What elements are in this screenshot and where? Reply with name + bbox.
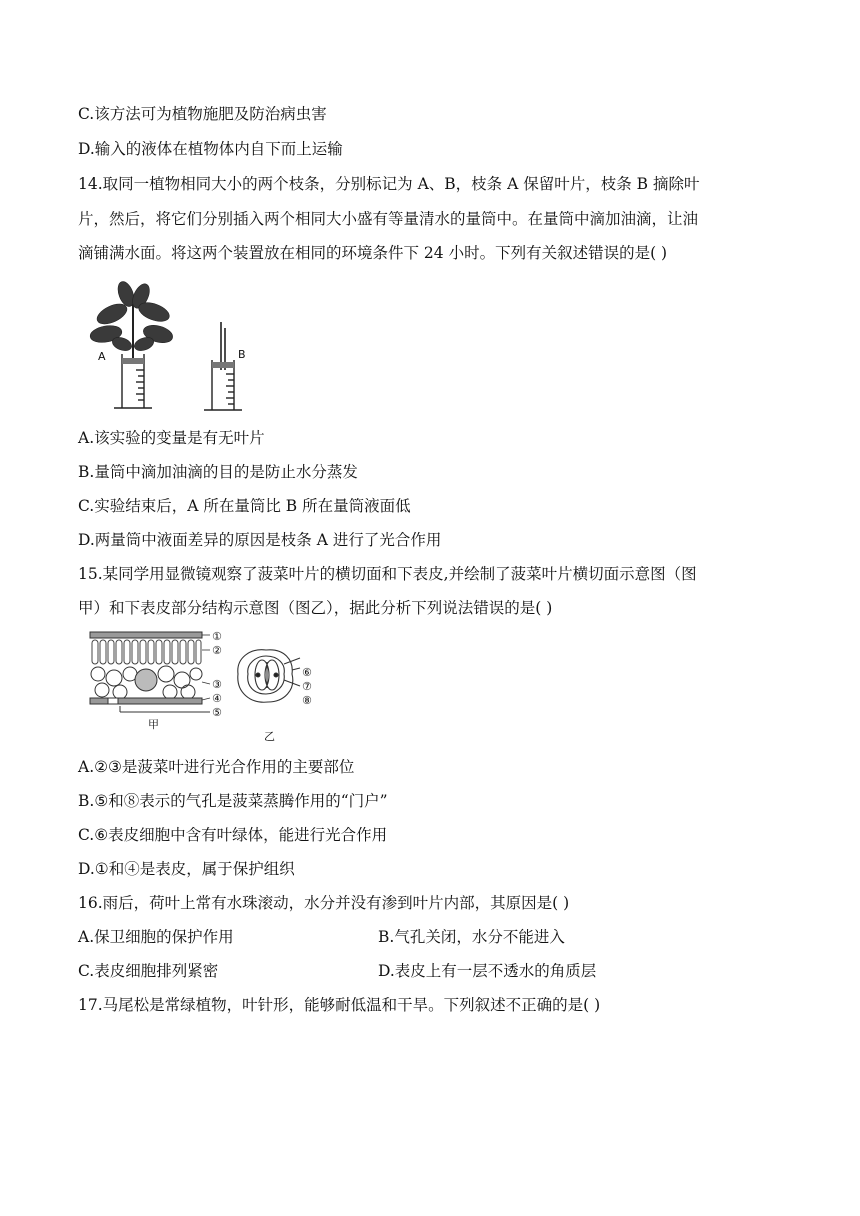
leaf-label-4: ④ — [212, 692, 222, 705]
q16-option-b: B.气孔关闭，水分不能进入 — [378, 928, 565, 946]
q15-option-c: C.⑥表皮细胞中含有叶绿体，能进行光合作用 — [78, 826, 388, 844]
leaf-section-leader-lines — [202, 635, 210, 700]
leaf-label-3: ③ — [212, 678, 222, 691]
figure-label-b: B — [238, 348, 246, 361]
caption-yi: 乙 — [264, 730, 275, 743]
leaf-cross-section — [90, 632, 210, 712]
q15-stem-line2: 甲）和下表皮部分结构示意图（图乙），据此分析下列说法错误的是( ) — [78, 599, 553, 617]
leaf-label-5: ⑤ — [212, 706, 222, 719]
cylinder-b — [204, 360, 242, 410]
q15-stem-line1: 15.某同学用显微镜观察了菠菜叶片的横切面和下表皮,并绘制了菠菜叶片横切面示意图（图 — [78, 565, 697, 583]
stomata-label-7: ⑦ — [302, 680, 312, 693]
q14-stem-line1: 14.取同一植物相同大小的两个枝条，分别标记为 A、B，枝条 A 保留叶片，枝条 B 摘除叶 — [78, 175, 700, 193]
q14-figure-cylinders — [88, 280, 258, 415]
cylinder-a — [114, 354, 152, 408]
q15-option-d: D.①和④是表皮，属于保护组织 — [78, 860, 295, 878]
stomata-view — [238, 650, 300, 702]
leaf-label-2: ② — [212, 644, 222, 657]
branch-a-leaves — [89, 280, 175, 358]
q14-stem-line3: 滴铺满水面。将这两个装置放在相同的环境条件下 24 小时。下列有关叙述错误的是( ) — [78, 244, 668, 262]
q15-figure-leaf-section — [86, 628, 326, 746]
q16-option-a: A.保卫细胞的保护作用 — [78, 928, 234, 946]
caption-jia: 甲 — [148, 718, 159, 731]
stomata-label-8: ⑧ — [302, 694, 312, 707]
q14-option-d: D.两量筒中液面差异的原因是枝条 A 进行了光合作用 — [78, 531, 442, 549]
q16-option-c: C.表皮细胞排列紧密 — [78, 962, 219, 980]
q14-stem-line2: 片，然后，将它们分别插入两个相同大小盛有等量清水的量筒中。在量筒中滴加油滴，让油 — [78, 210, 699, 228]
stomata-label-6: ⑥ — [302, 666, 312, 679]
q14-option-b: B.量筒中滴加油滴的目的是防止水分蒸发 — [78, 463, 358, 481]
figure-label-a: A — [98, 350, 106, 363]
q16-stem: 16.雨后，荷叶上常有水珠滚动，水分并没有渗到叶片内部，其原因是( ) — [78, 894, 570, 912]
q14-option-c: C.实验结束后，A 所在量筒比 B 所在量筒液面低 — [78, 497, 411, 515]
q13-option-d: D.输入的液体在植物体内自下而上运输 — [78, 140, 343, 158]
q15-option-a: A.②③是菠菜叶进行光合作用的主要部位 — [78, 758, 355, 776]
q15-option-b: B.⑤和⑧表示的气孔是菠菜蒸腾作用的“门户” — [78, 792, 388, 810]
q16-option-d: D.表皮上有一层不透水的角质层 — [378, 962, 597, 980]
q14-option-a: A.该实验的变量是有无叶片 — [78, 429, 265, 447]
q13-option-c: C.该方法可为植物施肥及防治病虫害 — [78, 105, 327, 123]
leaf-label-1: ① — [212, 630, 222, 643]
q17-stem: 17.马尾松是常绿植物，叶针形，能够耐低温和干旱。下列叙述不正确的是( ) — [78, 996, 601, 1014]
